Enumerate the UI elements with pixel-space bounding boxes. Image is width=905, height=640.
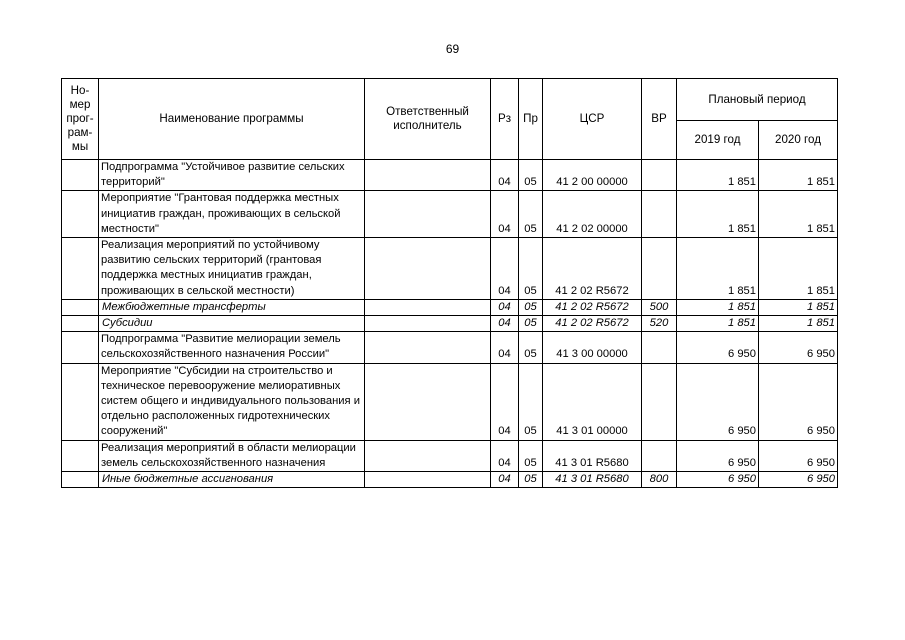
amount-2020-cell: 1 851 [759,191,838,238]
amount-2019-cell: 6 950 [677,472,759,488]
csr-cell: 41 3 00 00000 [543,332,642,363]
executor-cell [365,316,491,332]
header-year-2019: 2019 год [677,121,759,160]
program-name-cell: Мероприятие "Субсидии на строительство и техническое перевооружение мелиоративных систем общего и индивидуального пользования и отдельно расположенных гидротехнических сооружений" [99,363,365,440]
pr-cell: 05 [519,238,543,300]
header-executor: Ответственный исполнитель [365,79,491,160]
csr-cell: 41 3 01 R5680 [543,472,642,488]
executor-cell [365,160,491,191]
program-name-cell: Реализация мероприятий в области мелиорации земель сельскохозяйственного назначения [99,440,365,471]
amount-2020-cell: 1 851 [759,299,838,315]
csr-cell: 41 2 02 R5672 [543,238,642,300]
table-row [62,160,838,191]
csr-cell: 41 3 01 R5680 [543,440,642,471]
amount-2020-cell: 1 851 [759,160,838,191]
csr-cell: 41 2 02 R5672 [543,299,642,315]
csr-cell: 41 2 02 R5672 [543,316,642,332]
program-name-cell: Подпрограмма "Устойчивое развитие сельских территорий" [99,160,365,191]
executor-cell [365,363,491,440]
amount-2019-cell: 1 851 [677,160,759,191]
vr-cell [642,332,677,363]
pr-cell: 05 [519,160,543,191]
pr-cell: 05 [519,363,543,440]
program-number-cell [62,316,99,332]
amount-2020-cell: 6 950 [759,472,838,488]
amount-2019-cell: 6 950 [677,363,759,440]
program-number-cell [62,332,99,363]
amount-2020-cell: 6 950 [759,363,838,440]
pr-cell: 05 [519,299,543,315]
amount-2019-cell: 1 851 [677,238,759,300]
program-number-cell [62,299,99,315]
program-number-cell [62,363,99,440]
header-vr: ВР [642,79,677,160]
program-number-cell [62,472,99,488]
rz-cell: 04 [491,316,519,332]
csr-cell: 41 3 01 00000 [543,363,642,440]
rz-cell: 04 [491,472,519,488]
header-program-name: Наименование программы [99,79,365,160]
amount-2020-cell: 1 851 [759,238,838,300]
amount-2019-cell: 1 851 [677,299,759,315]
executor-cell [365,472,491,488]
table-row [62,238,838,300]
vr-cell: 800 [642,472,677,488]
program-name-cell: Субсидии [99,316,365,332]
header-pr: Пр [519,79,543,160]
header-rz: Рз [491,79,519,160]
vr-cell [642,363,677,440]
header-planned-period: Плановый период [677,79,838,121]
amount-2019-cell: 1 851 [677,191,759,238]
pr-cell: 05 [519,316,543,332]
pr-cell: 05 [519,191,543,238]
executor-cell [365,238,491,300]
vr-cell [642,440,677,471]
program-name-cell: Межбюджетные трансферты [99,299,365,315]
vr-cell [642,191,677,238]
rz-cell: 04 [491,440,519,471]
program-name-cell: Иные бюджетные ассигнования [99,472,365,488]
program-name-cell: Мероприятие "Грантовая поддержка местных инициатив граждан, проживающих в сельской местности" [99,191,365,238]
rz-cell: 04 [491,238,519,300]
vr-cell: 500 [642,299,677,315]
pr-cell: 05 [519,332,543,363]
header-program-number: Но- мер прог- рам- мы [62,79,99,160]
table-row [62,332,838,363]
table-row [62,316,838,332]
executor-cell [365,191,491,238]
table-row [62,472,838,488]
rz-cell: 04 [491,332,519,363]
program-number-cell [62,238,99,300]
rz-cell: 04 [491,160,519,191]
rz-cell: 04 [491,363,519,440]
amount-2020-cell: 1 851 [759,316,838,332]
page-number: 69 [445,42,460,56]
amount-2020-cell: 6 950 [759,332,838,363]
program-name-cell: Реализация мероприятий по устойчивому развитию сельских территорий (грантовая поддержка местных инициатив граждан, проживающих в сельской местности) [99,238,365,300]
executor-cell [365,332,491,363]
amount-2019-cell: 6 950 [677,440,759,471]
vr-cell [642,238,677,300]
rz-cell: 04 [491,299,519,315]
header-csr: ЦСР [543,79,642,160]
program-number-cell [62,160,99,191]
budget-program-table [61,78,838,488]
amount-2019-cell: 1 851 [677,316,759,332]
vr-cell [642,160,677,191]
executor-cell [365,299,491,315]
table-row [62,191,838,238]
amount-2019-cell: 6 950 [677,332,759,363]
executor-cell [365,440,491,471]
table-body [62,160,838,488]
pr-cell: 05 [519,472,543,488]
program-number-cell [62,440,99,471]
pr-cell: 05 [519,440,543,471]
csr-cell: 41 2 02 00000 [543,191,642,238]
table-row [62,440,838,471]
amount-2020-cell: 6 950 [759,440,838,471]
table-row [62,299,838,315]
header-year-2020: 2020 год [759,121,838,160]
vr-cell: 520 [642,316,677,332]
rz-cell: 04 [491,191,519,238]
table-row [62,363,838,440]
program-name-cell: Подпрограмма "Развитие мелиорации земель сельскохозяйственного назначения России" [99,332,365,363]
csr-cell: 41 2 00 00000 [543,160,642,191]
program-number-cell [62,191,99,238]
